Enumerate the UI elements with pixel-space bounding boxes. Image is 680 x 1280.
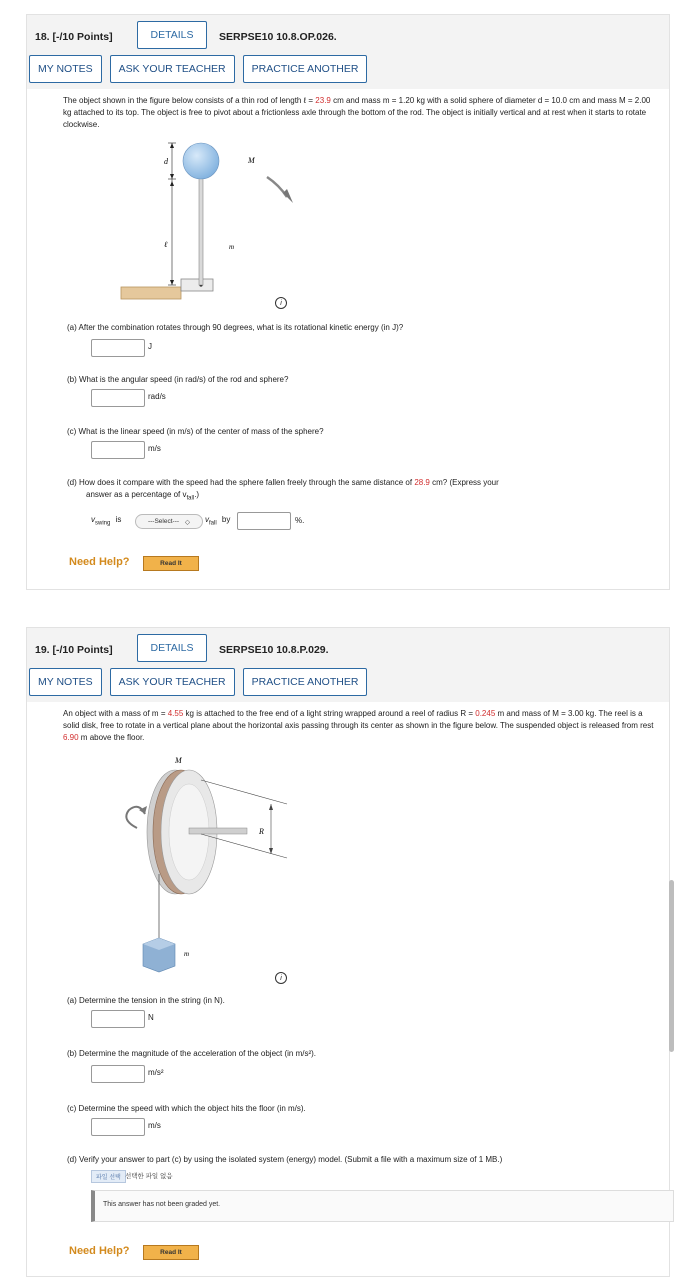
problem-statement: The object shown in the figure below consists of a thin rod of length ℓ = 23.9 cm and mass m = 1.20 kg with a solid sphere of diameter d = 10.0 cm and mass M = 2.00 kg attached to its top. The object is free to pivot about a frictionless axle through the bottom of the rod. The object is initially vertical and at rest when it starts to rotate clockwise. — [63, 96, 651, 129]
vswing-label: $v_{swing}$ is — [91, 515, 122, 527]
question-19-card — [26, 627, 670, 1277]
my-notes-button[interactable]: MY NOTES — [29, 668, 102, 696]
part-a-question: (a) After the combination rotates through 90 degrees, what is its rotational kinetic energy (in J)? — [67, 323, 404, 332]
read-it-button[interactable]: Read It — [143, 556, 199, 571]
part-b-unit: rad/s — [148, 392, 166, 401]
problem-code: SERPSE10 10.8.OP.026. — [219, 31, 337, 43]
part-b-question: (b) Determine the magnitude of the acceleration of the object (in m/s²). — [67, 1049, 317, 1058]
label-m: m — [184, 950, 190, 958]
rod — [199, 177, 203, 285]
practice-another-button[interactable]: PRACTICE ANOTHER — [243, 668, 368, 696]
part-c-answer-input[interactable] — [91, 441, 145, 459]
info-icon[interactable]: i — [275, 297, 287, 309]
problem-statement: An object with a mass of m = 4.55 kg is attached to the free end of a light string wrapped around a reel of radius R = 0.245 m and mass of M = 3.00 kg. The reel is a solid disk, free to rotate in a vertical plane about the horizontal axis passing through its center as shown in the figure below. The suspended object is released from rest 6.90 m above the floor. — [63, 709, 654, 742]
ask-teacher-button[interactable]: ASK YOUR TEACHER — [110, 55, 235, 83]
radius-value: 0.245 — [475, 709, 496, 718]
axle — [189, 828, 247, 834]
part-a-answer-input[interactable] — [91, 1010, 145, 1028]
grading-status-box — [91, 1190, 674, 1222]
details-button[interactable]: DETAILS — [137, 21, 207, 49]
vfall-label: $v_{fall}$ by — [205, 515, 231, 527]
question-19-header — [27, 628, 669, 702]
sphere — [183, 143, 219, 179]
part-b-question: (b) What is the angular speed (in rad/s) of the rod and sphere? — [67, 375, 289, 384]
part-c-answer-input[interactable] — [91, 1118, 145, 1136]
my-notes-button[interactable]: MY NOTES — [29, 55, 102, 83]
problem-code: SERPSE10 10.8.P.029. — [219, 644, 329, 656]
height-value: 6.90 — [63, 733, 79, 742]
percent-unit: %. — [295, 516, 305, 525]
part-b-answer-input[interactable] — [91, 389, 145, 407]
part-d-question: (d) How does it compare with the speed had the sphere fallen freely through the same distance of 28.9 cm? (Express your answer as a percentage of $v_{fall}$.) — [67, 478, 499, 502]
chevron-updown-icon: ◇ — [185, 518, 191, 526]
details-button[interactable]: DETAILS — [137, 634, 207, 662]
ask-teacher-button[interactable]: ASK YOUR TEACHER — [110, 668, 235, 696]
file-select-button[interactable]: 파일 선택 — [91, 1170, 126, 1183]
floor-plank — [121, 287, 181, 299]
question-number: 19. [-/10 Points] — [35, 644, 113, 656]
label-R: R — [259, 827, 264, 836]
label-l: ℓ — [164, 240, 168, 249]
part-c-unit: m/s — [148, 444, 161, 453]
label-m: m — [229, 243, 235, 251]
file-status: 선택한 파일 없음 — [125, 1173, 173, 1180]
read-it-button[interactable]: Read It — [143, 1245, 199, 1260]
part-a-unit: J — [148, 342, 152, 351]
need-help-label: Need Help? — [69, 556, 130, 568]
part-b-answer-input[interactable] — [91, 1065, 145, 1083]
part-c-question: (c) What is the linear speed (in m/s) of the center of mass of the sphere? — [67, 427, 324, 436]
info-icon[interactable]: i — [275, 972, 287, 984]
question-number: 18. [-/10 Points] — [35, 31, 113, 43]
part-a-question: (a) Determine the tension in the string (in N). — [67, 996, 225, 1005]
part-c-unit: m/s — [148, 1121, 161, 1130]
pivot-base — [181, 279, 213, 291]
fall-distance: 28.9 — [414, 478, 430, 487]
mass-value: 4.55 — [167, 709, 184, 718]
part-d-question: (d) Verify your answer to part (c) by using the isolated system (energy) model. (Submit a file with a maximum size of 1 MB.) — [67, 1155, 503, 1164]
practice-another-button[interactable]: PRACTICE ANOTHER — [243, 55, 368, 83]
part-a-answer-input[interactable] — [91, 339, 145, 357]
label-M: M — [175, 756, 182, 765]
question-toolbar — [29, 55, 367, 83]
question-18-header — [27, 15, 669, 89]
percent-answer-input[interactable] — [237, 512, 291, 530]
need-help-label: Need Help? — [69, 1245, 130, 1257]
question-18-card — [26, 14, 670, 590]
label-M: M — [248, 156, 255, 165]
page-scrollbar[interactable] — [669, 880, 674, 1052]
reel-figure — [107, 754, 297, 978]
comparison-select[interactable]: ---Select--- ◇ — [135, 514, 203, 529]
grading-status-text: This answer has not been graded yet. — [103, 1201, 221, 1208]
part-a-unit: N — [148, 1013, 154, 1022]
part-b-unit: m/s² — [148, 1068, 164, 1077]
label-d: d — [164, 157, 168, 166]
part-c-question: (c) Determine the speed with which the object hits the floor (in m/s). — [67, 1104, 306, 1113]
length-value: 23.9 — [315, 96, 331, 105]
question-toolbar — [29, 668, 367, 696]
rod-sphere-figure — [117, 137, 317, 307]
